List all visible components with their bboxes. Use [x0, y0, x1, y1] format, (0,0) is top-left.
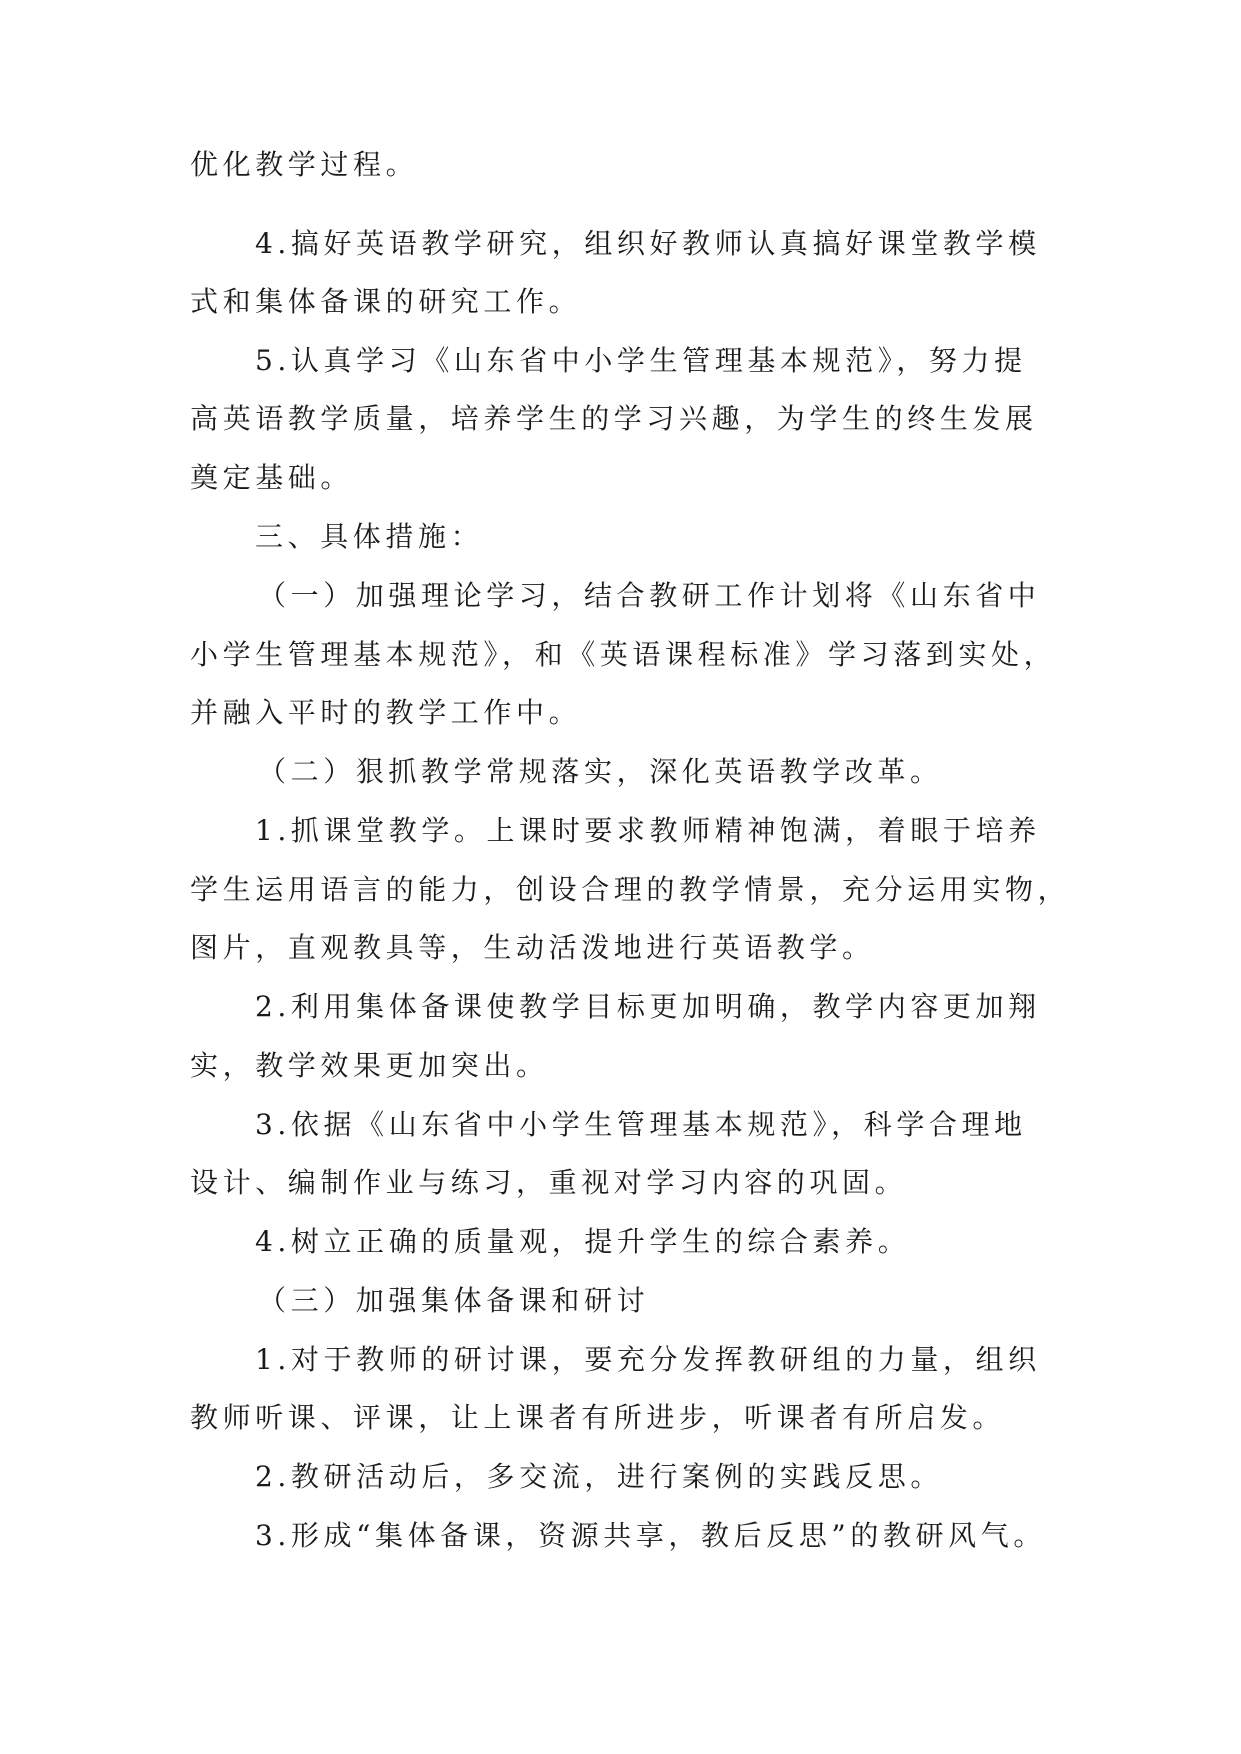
paragraph-line: 图片，直观教具等，生动活泼地进行英语教学。	[190, 931, 875, 964]
subsection-heading: （二）狠抓教学常规落实，深化英语教学改革。	[258, 755, 943, 788]
paragraph-line: 奠定基础。	[190, 461, 354, 494]
subsection-heading: （一）加强理论学习，结合教研工作计划将《山东省中	[258, 579, 1041, 612]
paragraph-line: 实，教学效果更加突出。	[190, 1049, 549, 1082]
paragraph-line: 式和集体备课的研究工作。	[190, 285, 582, 318]
paragraph-line: 3.形成“集体备课，资源共享，教后反思”的教研风气。	[255, 1519, 1046, 1552]
paragraph-line: 设计、编制作业与练习，重视对学习内容的巩固。	[190, 1166, 908, 1199]
paragraph-line: 教师听课、评课，让上课者有所进步，听课者有所启发。	[190, 1401, 1006, 1434]
paragraph-line: 1.抓课堂教学。上课时要求教师精神饱满，着眼于培养	[255, 814, 1041, 847]
paragraph-line: 4.树立正确的质量观，提升学生的综合素养。	[255, 1225, 911, 1258]
paragraph-line: 4.搞好英语教学研究，组织好教师认真搞好课堂教学模	[255, 227, 1041, 260]
paragraph-line: 高英语教学质量，培养学生的学习兴趣，为学生的终生发展	[190, 402, 1038, 435]
paragraph-line: 2.教研活动后，多交流，进行案例的实践反思。	[255, 1460, 943, 1493]
section-heading: 三、具体措施：	[255, 520, 484, 553]
paragraph-line: 优化教学过程。	[190, 148, 419, 181]
paragraph-line: 5.认真学习《山东省中小学生管理基本规范》，努力提	[255, 344, 1027, 377]
paragraph-line: 1.对于教师的研讨课，要充分发挥教研组的力量，组织	[255, 1343, 1041, 1376]
paragraph-line: 3.依据《山东省中小学生管理基本规范》，科学合理地	[255, 1108, 1027, 1141]
paragraph-line: 小学生管理基本规范》，和《英语课程标准》学习落到实处，	[190, 638, 1057, 671]
paragraph-line: 2.利用集体备课使教学目标更加明确，教学内容更加翔	[255, 990, 1041, 1023]
subsection-heading: （三）加强集体备课和研讨	[258, 1284, 650, 1317]
paragraph-line: 学生运用语言的能力，创设合理的教学情景，充分运用实物，	[190, 873, 1071, 906]
paragraph-line: 并融入平时的教学工作中。	[190, 696, 582, 729]
